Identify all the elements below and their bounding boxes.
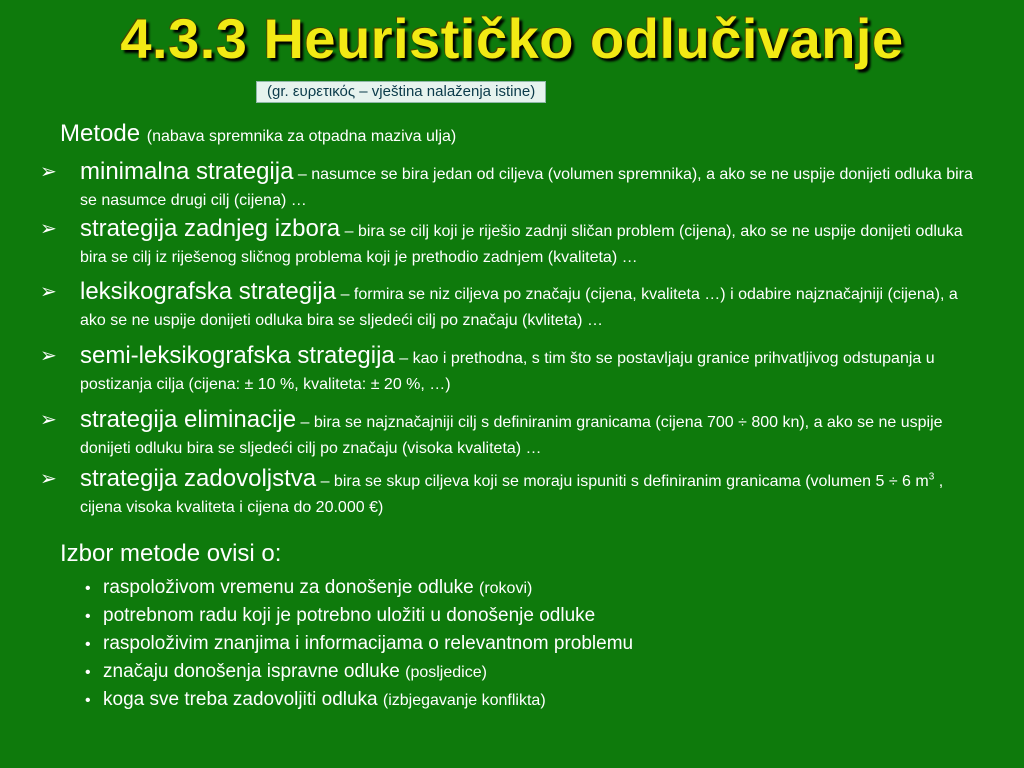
list-item-note: (izbjegavanje konflikta) — [382, 692, 546, 709]
list-item-text: koga sve treba zadovoljiti odluka — [103, 689, 383, 710]
list-item-text: značaju donošenja ispravne odluke — [103, 661, 406, 682]
strategy-desc-part: , cijena visoka kvaliteta i cijena do 20.000 €) — [80, 473, 944, 516]
arrow-bullet-icon: ➢ — [40, 161, 57, 183]
strategy-item — [40, 343, 985, 398]
arrow-bullet-icon: ➢ — [40, 468, 57, 490]
metode-label: Metode — [60, 120, 141, 147]
strategy-desc-part: – bira se skup ciljeva koji se moraju ispuniti s definiranim granicama (volumen 5 ÷ 6 m — [316, 473, 929, 490]
superscript: 3 — [928, 471, 935, 483]
strategy-desc: – formira se niz ciljeva po značaju (cijena, kvaliteta …) i odabire najznačajniji (cijena), a ako se ne uspije donijeti odluka bira se sljedeći cilj po značaju (kvliteta) … — [80, 286, 958, 329]
strategy-name: minimalna strategija — [80, 158, 294, 185]
strategy-desc: – kao i prethodna, s tim što se postavljaju granice prihvatljivog odstupanja u postizanja cilja (cijena: ± 10 %, kvaliteta: ± 20 %, …) — [80, 350, 935, 393]
strategy-desc: – bira se cilj koji je riješio zadnji sličan problem (cijena), ako se ne uspije donijeti odluka bira se cilj iz riješenog sličnog problema koji je prethodio zadnjem (kvaliteta) … — [80, 223, 963, 266]
strategy-name: strategija zadnjeg izbora — [80, 215, 341, 242]
list-item — [85, 574, 633, 602]
strategy-desc: – bira se najznačajniji cilj s definiranim granicama (cijena 700 ÷ 800 kn), a ako se ne uspije donijeti odluku bira se sljedeći cilj po značaju (visoka kvaliteta) … — [80, 414, 943, 457]
arrow-bullet-icon: ➢ — [40, 281, 57, 303]
strategy-name: strategija zadovoljstva — [80, 465, 317, 492]
bullet-dot-icon: • — [85, 636, 91, 653]
slide-title: 4.3.3 Heurističko odlučivanje — [120, 7, 904, 70]
strategy-name: leksikografska strategija — [80, 278, 337, 305]
strategy-item — [40, 279, 985, 334]
strategy-item — [40, 216, 985, 271]
list-item-note: (posljedice) — [405, 664, 487, 681]
list-item-text: potrebnom radu koji je potrebno uložiti u donošenje odluke — [103, 605, 596, 626]
izbor-heading: Izbor metode ovisi o: — [60, 540, 282, 567]
bullet-dot-icon: • — [85, 580, 91, 597]
strategy-item — [40, 407, 985, 462]
strategy-item — [40, 466, 985, 521]
bullet-dot-icon: • — [85, 664, 91, 681]
list-item — [85, 686, 633, 714]
list-item — [85, 630, 633, 658]
strategy-name: semi-leksikografska strategija — [80, 342, 395, 369]
arrow-bullet-icon: ➢ — [40, 345, 57, 367]
bullet-dot-icon: • — [85, 692, 91, 709]
metode-heading — [60, 120, 456, 148]
list-item — [85, 658, 633, 686]
strategy-name: strategija eliminacije — [80, 406, 297, 433]
arrow-bullet-icon: ➢ — [40, 409, 57, 431]
izbor-list — [85, 574, 633, 714]
subtitle-box: (gr. ευρετικός – vještina nalaženja istine) — [256, 81, 546, 103]
strategy-item — [40, 159, 985, 214]
list-item-note: (rokovi) — [479, 580, 533, 597]
strategy-list — [40, 159, 985, 521]
bullet-dot-icon: • — [85, 608, 91, 625]
list-item-text: raspoloživim znanjima i informacijama o relevantnom problemu — [103, 633, 634, 654]
arrow-bullet-icon: ➢ — [40, 218, 57, 240]
list-item-text: raspoloživom vremenu za donošenje odluke — [103, 577, 479, 598]
strategy-desc: – nasumce se bira jedan od ciljeva (volumen spremnika), a ako se ne uspije donijeti odluka bira se nasumce drugi cilj (cijena) … — [80, 166, 973, 209]
metode-note: (nabava spremnika za otpadna maziva ulja) — [146, 128, 457, 145]
list-item — [85, 602, 633, 630]
